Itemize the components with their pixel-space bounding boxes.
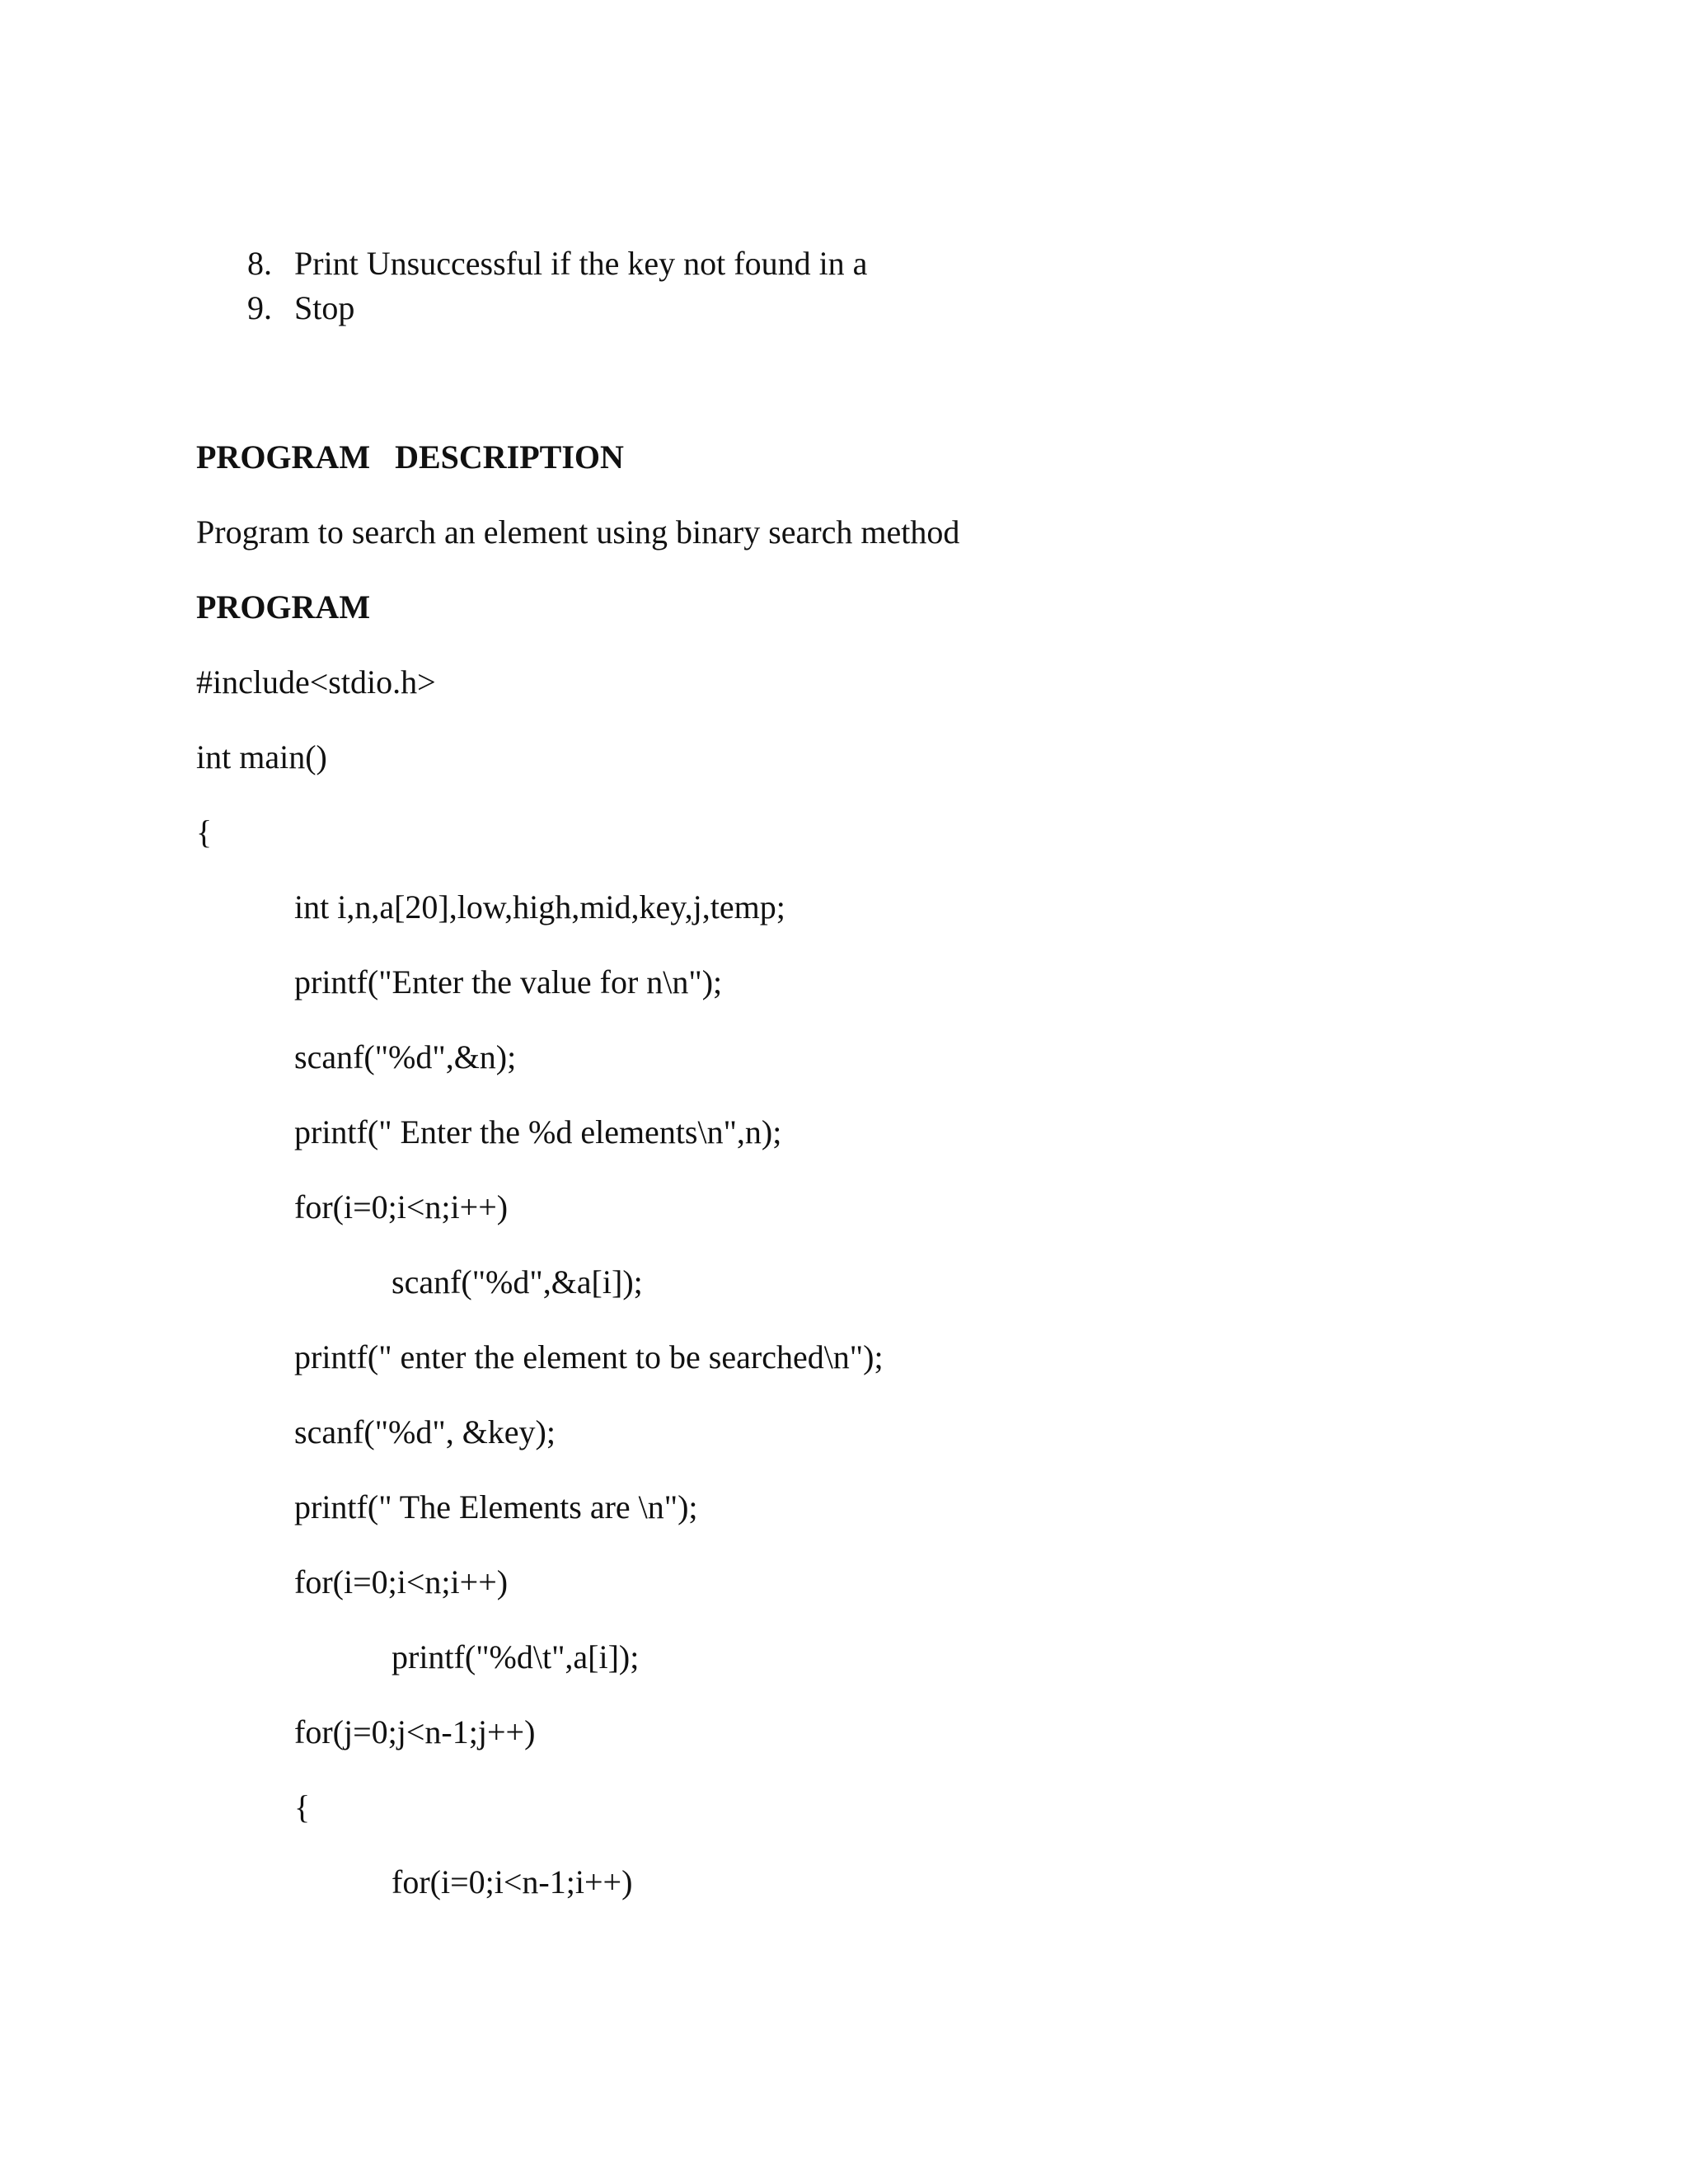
program-description-text: Program to search an element using binary search method (196, 513, 960, 551)
code-line: int i,n,a[20],low,high,mid,key,j,temp; (294, 888, 785, 926)
code-line: #include<stdio.h> (196, 663, 436, 701)
code-line: scanf("%d",&n); (294, 1038, 517, 1076)
code-line: { (294, 1788, 311, 1825)
code-line: for(i=0;i<n;i++) (294, 1563, 509, 1601)
code-line: for(i=0;i<n;i++) (294, 1188, 509, 1226)
code-line: printf("%d\t",a[i]); (392, 1638, 640, 1675)
code-line: for(j=0;j<n-1;j++) (294, 1713, 536, 1750)
code-line: int main() (196, 738, 327, 776)
step-text: Stop (294, 289, 355, 326)
step-number: 8. (247, 245, 272, 282)
code-line: scanf("%d",&a[i]); (392, 1263, 643, 1301)
program-heading: PROGRAM (196, 588, 371, 626)
code-line: for(i=0;i<n-1;i++) (392, 1863, 633, 1900)
step-text: Print Unsuccessful if the key not found in a (294, 245, 868, 282)
code-line: printf("Enter the value for n\n"); (294, 963, 723, 1001)
code-line: scanf("%d", &key); (294, 1413, 556, 1451)
code-line: printf(" enter the element to be searched\n"); (294, 1338, 884, 1376)
code-line: { (196, 813, 213, 851)
code-line: printf(" The Elements are \n"); (294, 1488, 698, 1526)
step-number: 9. (247, 289, 272, 326)
code-line: printf(" Enter the %d elements\n",n); (294, 1113, 782, 1151)
program-description-heading: PROGRAM DESCRIPTION (196, 438, 624, 476)
